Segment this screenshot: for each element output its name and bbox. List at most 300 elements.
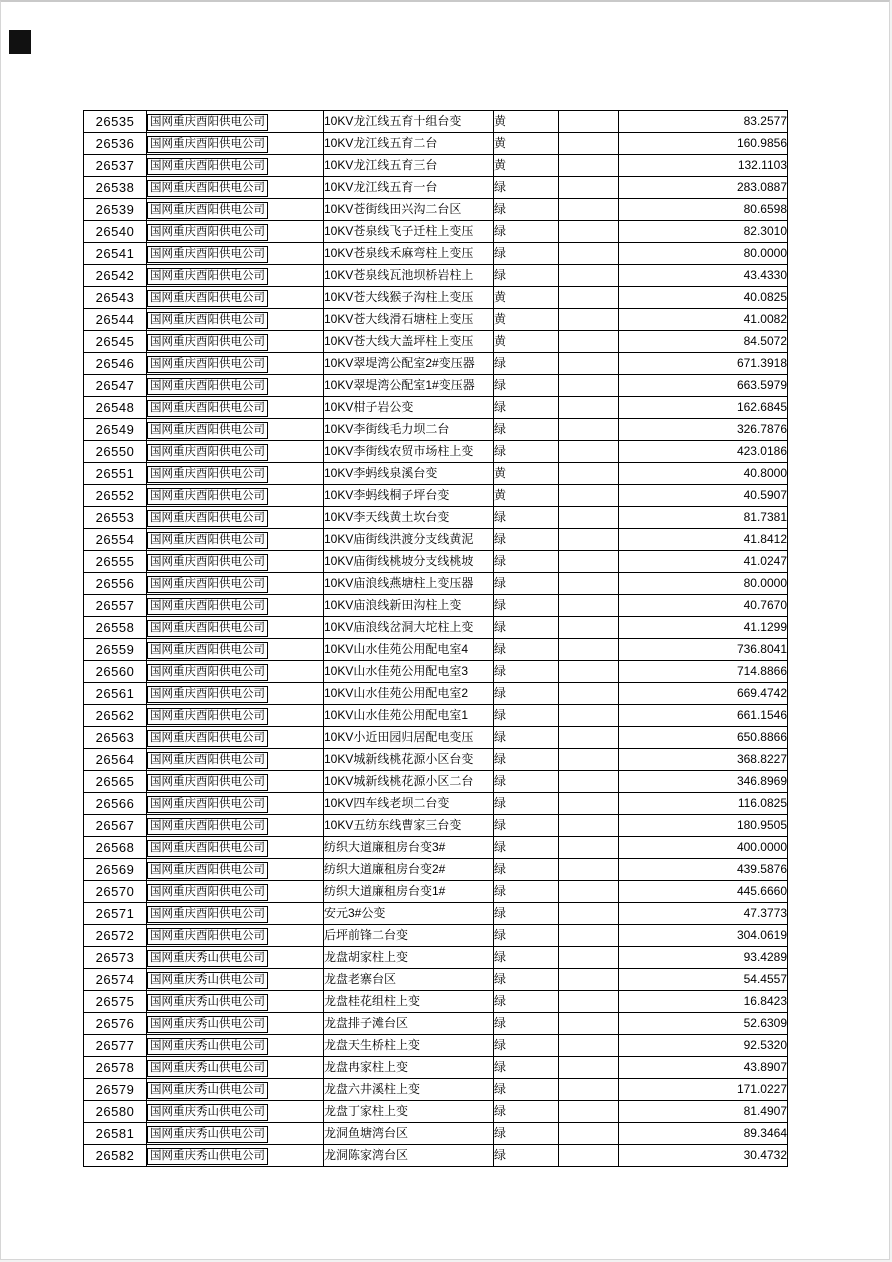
device-name: 龙盘丁家柱上变 (324, 1101, 494, 1123)
blank-cell (559, 661, 619, 683)
blank-cell (559, 199, 619, 221)
company-cell (147, 419, 324, 441)
company-name: 国网重庆酉阳供电公司 (147, 840, 268, 857)
status-label: 绿 (494, 815, 559, 837)
row-id: 26572 (84, 925, 147, 947)
company-name: 国网重庆酉阳供电公司 (147, 928, 268, 945)
company-cell (147, 1101, 324, 1123)
value-cell: 669.4742 (619, 683, 788, 705)
device-name: 龙盘老寨台区 (324, 969, 494, 991)
blank-cell (559, 837, 619, 859)
black-square-marker (9, 30, 31, 54)
device-name: 10KV庙浪线新田沟柱上变 (324, 595, 494, 617)
blank-cell (559, 1013, 619, 1035)
status-label: 黄 (494, 463, 559, 485)
value-cell: 54.4557 (619, 969, 788, 991)
status-label: 绿 (494, 529, 559, 551)
value-cell: 116.0825 (619, 793, 788, 815)
value-cell: 40.5907 (619, 485, 788, 507)
blank-cell (559, 1123, 619, 1145)
company-name: 国网重庆酉阳供电公司 (147, 290, 268, 307)
blank-cell (559, 375, 619, 397)
row-id: 26549 (84, 419, 147, 441)
table-row (84, 111, 788, 133)
table-row (84, 287, 788, 309)
company-name: 国网重庆酉阳供电公司 (147, 818, 268, 835)
company-cell (147, 793, 324, 815)
device-name: 10KV城新线桃花源小区二台 (324, 771, 494, 793)
company-cell (147, 1013, 324, 1035)
row-id: 26556 (84, 573, 147, 595)
device-name: 10KV苍泉线禾麻弯柱上变压 (324, 243, 494, 265)
row-id: 26538 (84, 177, 147, 199)
row-id: 26560 (84, 661, 147, 683)
value-cell: 41.0082 (619, 309, 788, 331)
device-name: 纺织大道廉租房台变3# (324, 837, 494, 859)
status-label: 绿 (494, 441, 559, 463)
table-row (84, 353, 788, 375)
row-id: 26559 (84, 639, 147, 661)
table-row (84, 309, 788, 331)
status-label: 绿 (494, 903, 559, 925)
blank-cell (559, 243, 619, 265)
status-label: 绿 (494, 705, 559, 727)
blank-cell (559, 771, 619, 793)
status-label: 绿 (494, 1101, 559, 1123)
power-station-table (83, 110, 788, 1167)
company-cell (147, 1057, 324, 1079)
company-name: 国网重庆酉阳供电公司 (147, 114, 268, 131)
device-name: 10KV庙街线桃坡分支线桃坡 (324, 551, 494, 573)
value-cell: 47.3773 (619, 903, 788, 925)
value-cell: 81.7381 (619, 507, 788, 529)
table-row (84, 1101, 788, 1123)
company-name: 国网重庆酉阳供电公司 (147, 444, 268, 461)
value-cell: 16.8423 (619, 991, 788, 1013)
blank-cell (559, 793, 619, 815)
value-cell: 40.8000 (619, 463, 788, 485)
blank-cell (559, 419, 619, 441)
value-cell: 671.3918 (619, 353, 788, 375)
company-name: 国网重庆酉阳供电公司 (147, 224, 268, 241)
row-id: 26535 (84, 111, 147, 133)
status-label: 黄 (494, 133, 559, 155)
company-name: 国网重庆酉阳供电公司 (147, 730, 268, 747)
device-name: 10KV苍泉线瓦池坝桥岩柱上 (324, 265, 494, 287)
company-cell (147, 199, 324, 221)
blank-cell (559, 111, 619, 133)
table-row (84, 1013, 788, 1035)
company-name: 国网重庆酉阳供电公司 (147, 136, 268, 153)
table-row (84, 1123, 788, 1145)
table-row (84, 463, 788, 485)
device-name: 10KV城新线桃花源小区台变 (324, 749, 494, 771)
table-row (84, 793, 788, 815)
value-cell: 40.0825 (619, 287, 788, 309)
value-cell: 80.0000 (619, 243, 788, 265)
row-id: 26563 (84, 727, 147, 749)
company-cell (147, 1145, 324, 1167)
status-label: 绿 (494, 265, 559, 287)
blank-cell (559, 441, 619, 463)
company-name: 国网重庆酉阳供电公司 (147, 664, 268, 681)
company-name: 国网重庆秀山供电公司 (147, 1148, 268, 1165)
value-cell: 162.6845 (619, 397, 788, 419)
table-row (84, 705, 788, 727)
row-id: 26544 (84, 309, 147, 331)
company-cell (147, 661, 324, 683)
value-cell: 160.9856 (619, 133, 788, 155)
device-name: 龙盘桂花组柱上变 (324, 991, 494, 1013)
device-name: 10KV翠堤湾公配室1#变压器 (324, 375, 494, 397)
company-name: 国网重庆酉阳供电公司 (147, 202, 268, 219)
value-cell: 30.4732 (619, 1145, 788, 1167)
blank-cell (559, 881, 619, 903)
status-label: 绿 (494, 837, 559, 859)
status-label: 黄 (494, 155, 559, 177)
company-cell (147, 749, 324, 771)
company-name: 国网重庆秀山供电公司 (147, 1104, 268, 1121)
company-cell (147, 397, 324, 419)
row-id: 26550 (84, 441, 147, 463)
table-row (84, 969, 788, 991)
blank-cell (559, 925, 619, 947)
row-id: 26553 (84, 507, 147, 529)
company-cell (147, 903, 324, 925)
status-label: 绿 (494, 881, 559, 903)
device-name: 龙盘排子滩台区 (324, 1013, 494, 1035)
company-name: 国网重庆酉阳供电公司 (147, 466, 268, 483)
row-id: 26551 (84, 463, 147, 485)
company-name: 国网重庆酉阳供电公司 (147, 158, 268, 175)
company-cell (147, 375, 324, 397)
company-name: 国网重庆酉阳供电公司 (147, 620, 268, 637)
device-name: 龙盘天生桥柱上变 (324, 1035, 494, 1057)
company-cell (147, 1123, 324, 1145)
device-name: 10KV李天线黄土坎台变 (324, 507, 494, 529)
company-cell (147, 551, 324, 573)
status-label: 绿 (494, 661, 559, 683)
value-cell: 83.2577 (619, 111, 788, 133)
device-name: 10KV龙江线五育十组台变 (324, 111, 494, 133)
value-cell: 92.5320 (619, 1035, 788, 1057)
blank-cell (559, 177, 619, 199)
blank-cell (559, 397, 619, 419)
company-cell (147, 859, 324, 881)
table-row (84, 397, 788, 419)
status-label: 绿 (494, 221, 559, 243)
row-id: 26552 (84, 485, 147, 507)
company-name: 国网重庆酉阳供电公司 (147, 752, 268, 769)
company-cell (147, 353, 324, 375)
device-name: 10KV山水佳苑公用配电室2 (324, 683, 494, 705)
company-cell (147, 727, 324, 749)
company-name: 国网重庆秀山供电公司 (147, 1038, 268, 1055)
status-label: 绿 (494, 925, 559, 947)
value-cell: 439.5876 (619, 859, 788, 881)
table-row (84, 155, 788, 177)
table-row (84, 485, 788, 507)
device-name: 10KV苍街线田兴沟二台区 (324, 199, 494, 221)
row-id: 26536 (84, 133, 147, 155)
row-id: 26578 (84, 1057, 147, 1079)
company-name: 国网重庆酉阳供电公司 (147, 686, 268, 703)
status-label: 绿 (494, 991, 559, 1013)
row-id: 26555 (84, 551, 147, 573)
table-row (84, 683, 788, 705)
row-id: 26558 (84, 617, 147, 639)
blank-cell (559, 903, 619, 925)
company-cell (147, 221, 324, 243)
status-label: 绿 (494, 859, 559, 881)
table-row (84, 947, 788, 969)
company-cell (147, 573, 324, 595)
row-id: 26542 (84, 265, 147, 287)
status-label: 黄 (494, 485, 559, 507)
blank-cell (559, 595, 619, 617)
table-row (84, 859, 788, 881)
blank-cell (559, 551, 619, 573)
status-label: 绿 (494, 1079, 559, 1101)
company-cell (147, 947, 324, 969)
status-label: 绿 (494, 177, 559, 199)
company-name: 国网重庆酉阳供电公司 (147, 400, 268, 417)
row-id: 26574 (84, 969, 147, 991)
company-cell (147, 1035, 324, 1057)
table-row (84, 617, 788, 639)
company-name: 国网重庆酉阳供电公司 (147, 774, 268, 791)
status-label: 绿 (494, 771, 559, 793)
table-row (84, 727, 788, 749)
blank-cell (559, 639, 619, 661)
value-cell: 180.9505 (619, 815, 788, 837)
status-label: 绿 (494, 243, 559, 265)
row-id: 26543 (84, 287, 147, 309)
status-label: 绿 (494, 199, 559, 221)
status-label: 绿 (494, 595, 559, 617)
company-name: 国网重庆秀山供电公司 (147, 950, 268, 967)
status-label: 绿 (494, 793, 559, 815)
device-name: 龙洞陈家湾台区 (324, 1145, 494, 1167)
status-label: 绿 (494, 683, 559, 705)
device-name: 纺织大道廉租房台变2# (324, 859, 494, 881)
device-name: 10KV柑子岩公变 (324, 397, 494, 419)
company-cell (147, 837, 324, 859)
company-name: 国网重庆酉阳供电公司 (147, 862, 268, 879)
device-name: 10KV李街线农贸市场柱上变 (324, 441, 494, 463)
row-id: 26557 (84, 595, 147, 617)
status-label: 绿 (494, 507, 559, 529)
table-row (84, 1079, 788, 1101)
table-row (84, 881, 788, 903)
device-name: 10KV龙江线五育二台 (324, 133, 494, 155)
company-cell (147, 265, 324, 287)
row-id: 26581 (84, 1123, 147, 1145)
company-cell (147, 155, 324, 177)
device-name: 龙盘冉家柱上变 (324, 1057, 494, 1079)
row-id: 26547 (84, 375, 147, 397)
company-cell (147, 309, 324, 331)
value-cell: 326.7876 (619, 419, 788, 441)
blank-cell (559, 485, 619, 507)
value-cell: 423.0186 (619, 441, 788, 463)
blank-cell (559, 309, 619, 331)
company-name: 国网重庆酉阳供电公司 (147, 576, 268, 593)
row-id: 26539 (84, 199, 147, 221)
status-label: 绿 (494, 969, 559, 991)
value-cell: 93.4289 (619, 947, 788, 969)
device-name: 10KV龙江线五育三台 (324, 155, 494, 177)
company-cell (147, 815, 324, 837)
row-id: 26540 (84, 221, 147, 243)
device-name: 10KV李蚂线泉溪台变 (324, 463, 494, 485)
company-cell (147, 705, 324, 727)
device-name: 10KV山水佳苑公用配电室1 (324, 705, 494, 727)
table-row (84, 1035, 788, 1057)
row-id: 26567 (84, 815, 147, 837)
status-label: 绿 (494, 573, 559, 595)
blank-cell (559, 859, 619, 881)
company-name: 国网重庆酉阳供电公司 (147, 180, 268, 197)
table-row (84, 991, 788, 1013)
row-id: 26546 (84, 353, 147, 375)
value-cell: 132.1103 (619, 155, 788, 177)
table-row (84, 331, 788, 353)
row-id: 26576 (84, 1013, 147, 1035)
blank-cell (559, 353, 619, 375)
value-cell: 304.0619 (619, 925, 788, 947)
company-cell (147, 529, 324, 551)
table-row (84, 595, 788, 617)
company-cell (147, 1079, 324, 1101)
row-id: 26562 (84, 705, 147, 727)
table-row (84, 771, 788, 793)
row-id: 26564 (84, 749, 147, 771)
row-id: 26577 (84, 1035, 147, 1057)
company-name: 国网重庆酉阳供电公司 (147, 642, 268, 659)
device-name: 10KV苍泉线飞子迁柱上变压 (324, 221, 494, 243)
value-cell: 663.5979 (619, 375, 788, 397)
status-label: 绿 (494, 551, 559, 573)
status-label: 绿 (494, 1123, 559, 1145)
table-row (84, 133, 788, 155)
device-name: 10KV李蚂线桐子坪台变 (324, 485, 494, 507)
company-name: 国网重庆酉阳供电公司 (147, 532, 268, 549)
status-label: 绿 (494, 617, 559, 639)
device-name: 10KV庙浪线燕塘柱上变压器 (324, 573, 494, 595)
blank-cell (559, 331, 619, 353)
device-name: 安元3#公变 (324, 903, 494, 925)
status-label: 黄 (494, 309, 559, 331)
company-name: 国网重庆酉阳供电公司 (147, 422, 268, 439)
company-cell (147, 881, 324, 903)
company-name: 国网重庆秀山供电公司 (147, 1060, 268, 1077)
table-row (84, 507, 788, 529)
device-name: 10KV小近田园归居配电变压 (324, 727, 494, 749)
status-label: 绿 (494, 353, 559, 375)
blank-cell (559, 991, 619, 1013)
company-cell (147, 331, 324, 353)
company-name: 国网重庆秀山供电公司 (147, 1126, 268, 1143)
value-cell: 43.8907 (619, 1057, 788, 1079)
table-row (84, 661, 788, 683)
table-row (84, 815, 788, 837)
status-label: 绿 (494, 419, 559, 441)
device-name: 10KV山水佳苑公用配电室3 (324, 661, 494, 683)
value-cell: 283.0887 (619, 177, 788, 199)
value-cell: 400.0000 (619, 837, 788, 859)
table-row (84, 419, 788, 441)
value-cell: 52.6309 (619, 1013, 788, 1035)
blank-cell (559, 573, 619, 595)
company-name: 国网重庆酉阳供电公司 (147, 268, 268, 285)
company-name: 国网重庆酉阳供电公司 (147, 378, 268, 395)
blank-cell (559, 221, 619, 243)
company-cell (147, 595, 324, 617)
value-cell: 650.8866 (619, 727, 788, 749)
company-name: 国网重庆秀山供电公司 (147, 1016, 268, 1033)
company-cell (147, 991, 324, 1013)
value-cell: 41.8412 (619, 529, 788, 551)
company-name: 国网重庆酉阳供电公司 (147, 598, 268, 615)
company-name: 国网重庆酉阳供电公司 (147, 488, 268, 505)
row-id: 26568 (84, 837, 147, 859)
status-label: 绿 (494, 947, 559, 969)
row-id: 26548 (84, 397, 147, 419)
row-id: 26561 (84, 683, 147, 705)
company-cell (147, 441, 324, 463)
company-cell (147, 683, 324, 705)
device-name: 10KV翠堤湾公配室2#变压器 (324, 353, 494, 375)
company-cell (147, 639, 324, 661)
value-cell: 445.6660 (619, 881, 788, 903)
company-cell (147, 111, 324, 133)
table-row (84, 177, 788, 199)
table-row (84, 265, 788, 287)
blank-cell (559, 617, 619, 639)
value-cell: 84.5072 (619, 331, 788, 353)
row-id: 26569 (84, 859, 147, 881)
device-name: 10KV龙江线五育一台 (324, 177, 494, 199)
value-cell: 736.8041 (619, 639, 788, 661)
table-body (84, 111, 788, 1167)
table-row (84, 243, 788, 265)
company-name: 国网重庆酉阳供电公司 (147, 334, 268, 351)
device-name: 10KV苍大线猴子沟柱上变压 (324, 287, 494, 309)
device-name: 龙盘胡家柱上变 (324, 947, 494, 969)
company-name: 国网重庆酉阳供电公司 (147, 906, 268, 923)
status-label: 黄 (494, 287, 559, 309)
status-label: 绿 (494, 1013, 559, 1035)
blank-cell (559, 705, 619, 727)
company-name: 国网重庆酉阳供电公司 (147, 708, 268, 725)
device-name: 10KV李街线毛力坝二台 (324, 419, 494, 441)
status-label: 黄 (494, 331, 559, 353)
row-id: 26554 (84, 529, 147, 551)
row-id: 26571 (84, 903, 147, 925)
value-cell: 80.6598 (619, 199, 788, 221)
status-label: 绿 (494, 727, 559, 749)
value-cell: 41.0247 (619, 551, 788, 573)
table-row (84, 199, 788, 221)
blank-cell (559, 287, 619, 309)
table-row (84, 639, 788, 661)
blank-cell (559, 947, 619, 969)
status-label: 绿 (494, 749, 559, 771)
row-id: 26566 (84, 793, 147, 815)
blank-cell (559, 969, 619, 991)
company-name: 国网重庆秀山供电公司 (147, 972, 268, 989)
